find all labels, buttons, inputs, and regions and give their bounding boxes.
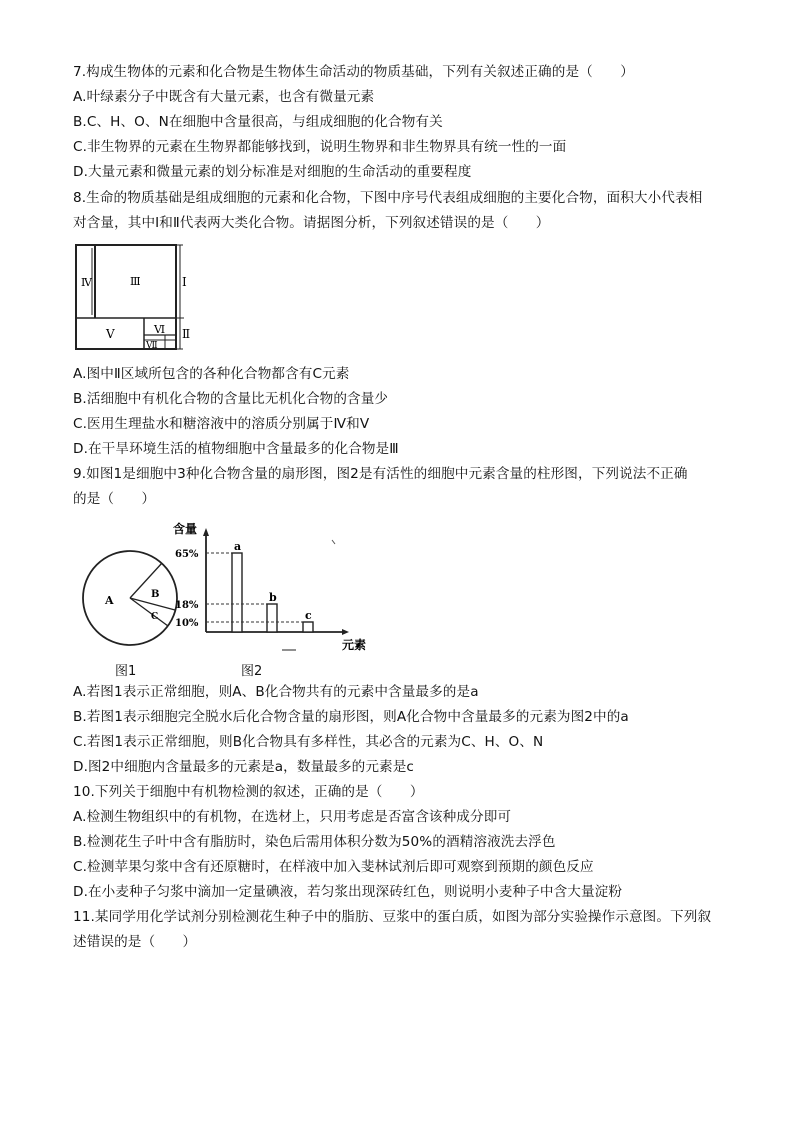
q8-option-a: A.图中Ⅱ区域所包含的各种化合物都含有C元素 xyxy=(73,366,350,382)
q9-stem-line2: 的是（ ） xyxy=(73,491,156,507)
label-v: Ⅴ xyxy=(106,327,115,341)
x-axis-label: 元素 xyxy=(342,638,367,652)
label-i: Ⅰ xyxy=(182,275,187,289)
y-tick-label-c: 10% xyxy=(175,618,199,629)
q9-option-c: C.若图1表示正常细胞，则B化合物具有多样性，其必含的元素为C、H、O、N xyxy=(73,734,544,750)
fig1-caption: 图1 xyxy=(115,664,137,679)
pie-label-c: C xyxy=(151,612,159,622)
y-tick-label-a: 65% xyxy=(175,549,199,560)
q7-option-b: B.C、H、O、N在细胞中含量很高，与组成细胞的化合物有关 xyxy=(73,114,443,130)
pie-label-b: B xyxy=(151,589,160,600)
bar-label-c: c xyxy=(305,609,312,622)
q9-pie-chart xyxy=(80,548,180,652)
label-iv: Ⅳ xyxy=(81,276,92,289)
q9-option-a: A.若图1表示正常细胞，则A、B化合物共有的元素中含量最多的是a xyxy=(73,684,479,700)
q9-bar-chart xyxy=(170,520,380,654)
bar-label-a: a xyxy=(234,540,242,553)
q9-stem-line1: 9.如图1是细胞中3种化合物含量的扇形图，图2是有活性的细胞中元素含量的柱形图，下列说法不正确 xyxy=(73,466,688,482)
y-tick-label-b: 18% xyxy=(175,600,199,611)
fig2-caption: 图2 xyxy=(241,664,263,679)
q8-area-diagram xyxy=(74,243,194,353)
label-vi: Ⅵ xyxy=(154,323,166,336)
bar-label-b: b xyxy=(269,591,277,604)
pie-label-a: A xyxy=(105,594,114,607)
bar-c xyxy=(303,622,313,632)
q9-option-d: D.图2中细胞内含量最多的元素是a，数量最多的元素是c xyxy=(73,759,415,775)
q10-option-a: A.检测生物组织中的有机物，在选材上，只用考虑是否富含该种成分即可 xyxy=(73,809,512,825)
q9-option-b: B.若图1表示细胞完全脱水后化合物含量的扇形图，则A化合物中含量最多的元素为图2中的a xyxy=(73,709,629,725)
q7-option-d: D.大量元素和微量元素的划分标准是对细胞的生命活动的重要程度 xyxy=(73,164,472,180)
q11-stem-line2: 述错误的是（ ） xyxy=(73,934,197,950)
q11-stem-line1: 11.某同学用化学试剂分别检测花生种子中的脂肪、豆浆中的蛋白质，如图为部分实验操作示意图。下列叙 xyxy=(73,909,712,925)
q10-option-c: C.检测苹果匀浆中含有还原糖时，在样液中加入斐林试剂后即可观察到预期的颜色反应 xyxy=(73,859,594,875)
pie-divider-3 xyxy=(130,598,168,626)
q10-option-b: B.检测花生子叶中含有脂肪时，染色后需用体积分数为50%的酒精溶液洗去浮色 xyxy=(73,834,556,850)
q8-option-c: C.医用生理盐水和糖溶液中的溶质分别属于Ⅳ和Ⅴ xyxy=(73,416,370,432)
q10-stem: 10.下列关于细胞中有机物检测的叙述，正确的是（ ） xyxy=(73,784,424,800)
q8-option-b: B.活细胞中有机化合物的含量比无机化合物的含量少 xyxy=(73,391,389,407)
label-vii: Ⅶ xyxy=(146,341,158,351)
bar-a xyxy=(232,553,242,632)
y-axis-arrow xyxy=(203,528,209,536)
q7-option-a: A.叶绿素分子中既含有大量元素，也含有微量元素 xyxy=(73,89,375,105)
x-axis-arrow xyxy=(342,629,349,635)
q7-option-c: C.非生物界的元素在生物界都能够找到，说明生物界和非生物界具有统一性的一面 xyxy=(73,139,567,155)
label-ii: Ⅱ xyxy=(182,327,191,341)
y-axis-label: 含量 xyxy=(173,522,198,536)
bar-b xyxy=(267,604,277,632)
q8-stem-line2: 对含量，其中Ⅰ和Ⅱ代表两大类化合物。请据图分析，下列叙述错误的是（ ） xyxy=(73,215,550,231)
q8-stem-line1: 8.生命的物质基础是组成细胞的元素和化合物，下图中序号代表组成细胞的主要化合物，面积大小代表相 xyxy=(73,190,703,206)
q10-option-d: D.在小麦种子匀浆中滴加一定量碘液，若匀浆出现深砖红色，则说明小麦种子中含大量淀粉 xyxy=(73,884,623,900)
q7-stem: 7.构成生物体的元素和化合物是生物体生命活动的物质基础，下列有关叙述正确的是（ ） xyxy=(73,64,634,80)
label-iii: Ⅲ xyxy=(130,275,141,288)
q8-option-d: D.在干旱环境生活的植物细胞中含量最多的化合物是Ⅲ xyxy=(73,441,399,457)
